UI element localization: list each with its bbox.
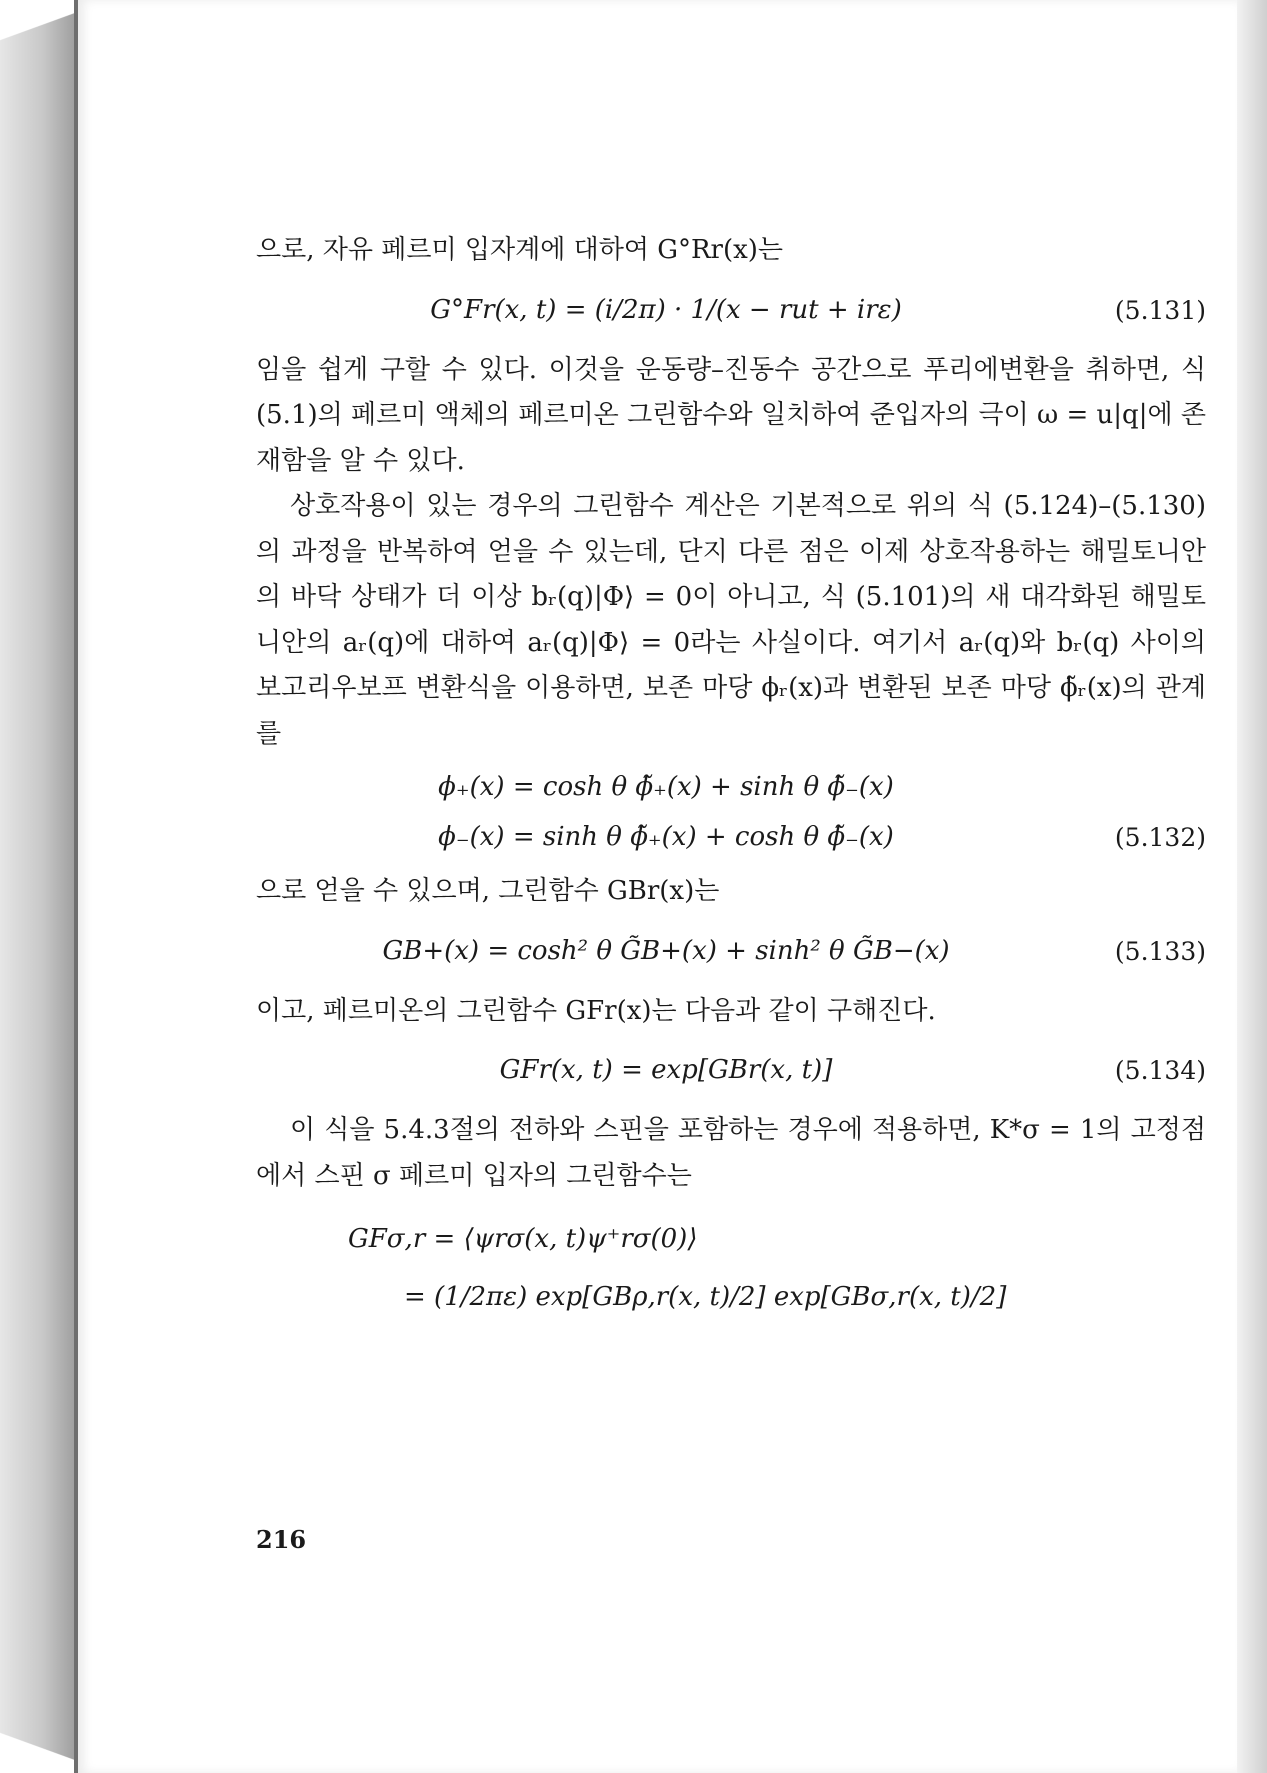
- equation-body: ϕ₊(x) = cosh θ ϕ̃₊(x) + sinh θ ϕ̃₋(x): [438, 772, 894, 803]
- equation-body: = (1/2πε) exp[GBρ,r(x, t)/2] exp[GBσ,r(x, t)/2]: [404, 1282, 1007, 1313]
- paragraph-1: 으로, 자유 페르미 입자계에 대하여 G°Rr(x)는: [256, 235, 784, 265]
- paragraph-2: 임을 쉽게 구할 수 있다. 이것을 운동량–진동수 공간으로 푸리에변환을 취하면, 식 (5.1)의 페르미 액체의 페르미온 그린함수와 일치하여 준입자의 극이 ω = u|q|에 존재함을 알 수 있다.: [256, 354, 1206, 476]
- book-right-edge: [1237, 0, 1267, 1773]
- equation-number: (5.132): [1114, 823, 1206, 853]
- equation-5-131: [256, 280, 1206, 342]
- equation-5-134: [256, 1040, 1206, 1102]
- paragraph-3: 상호작용이 있는 경우의 그린함수 계산은 기본적으로 위의 식 (5.124)–(5.130)의 과정을 반복하여 얻을 수 있는데, 단지 다른 점은 이제 상호작용하는 해밀토니안의 바닥 상태가 더 이상 bᵣ(q)|Φ⟩ = 0이 아니고, 식 (5.101)의 새 대각화된 해밀토니안의 aᵣ(q)에 대하여 aᵣ(q)|Φ⟩ = 0라는 사실이다. 여기서 aᵣ(q)와 bᵣ(q) 사이의 보고리우보프 변환식을 이용하면, 보존 마당 ϕᵣ(x)과 변환된 보존 마당 ϕ̃ᵣ(x)의 관계를: [256, 491, 1206, 749]
- equation-number: (5.131): [1114, 295, 1206, 325]
- paragraph-4: 으로 얻을 수 있으며, 그린함수 GBr(x)는: [256, 876, 720, 906]
- equation-body: ϕ₋(x) = sinh θ ϕ̃₊(x) + cosh θ ϕ̃₋(x): [438, 822, 894, 853]
- equation-5-135b: [256, 1267, 1206, 1329]
- equation-body: GFσ,r = ⟨ψrσ(x, t)ψ⁺rσ(0)⟩: [348, 1224, 698, 1255]
- equation-5-135a: [256, 1213, 1206, 1267]
- equation-body: GFr(x, t) = exp[GBr(x, t)]: [499, 1055, 833, 1086]
- equation-5-132b: [256, 813, 1206, 863]
- equation-5-132a: [256, 763, 1206, 813]
- paragraph-6: 이 식을 5.4.3절의 전하와 스핀을 포함하는 경우에 적용하면, K*σ = 1의 고정점에서 스핀 σ 페르미 입자의 그린함수는: [256, 1115, 1206, 1191]
- page-content: [256, 228, 1206, 1335]
- equation-body: GB+(x) = cosh² θ G̃B+(x) + sinh² θ G̃B−(x): [382, 935, 950, 966]
- paragraph-5: 이고, 페르미온의 그린함수 GFr(x)는 다음과 같이 구해진다.: [256, 995, 936, 1026]
- equation-5-133: [256, 921, 1206, 983]
- equation-number: (5.133): [1114, 936, 1206, 966]
- equation-body: G°Fr(x, t) = (i/2π) · 1/(x − rut + irε): [430, 294, 902, 325]
- page-number: 216: [256, 1525, 307, 1554]
- book-page: [78, 0, 1237, 1773]
- equation-number: (5.134): [1114, 1056, 1206, 1086]
- book-spine-edge: [0, 0, 78, 1773]
